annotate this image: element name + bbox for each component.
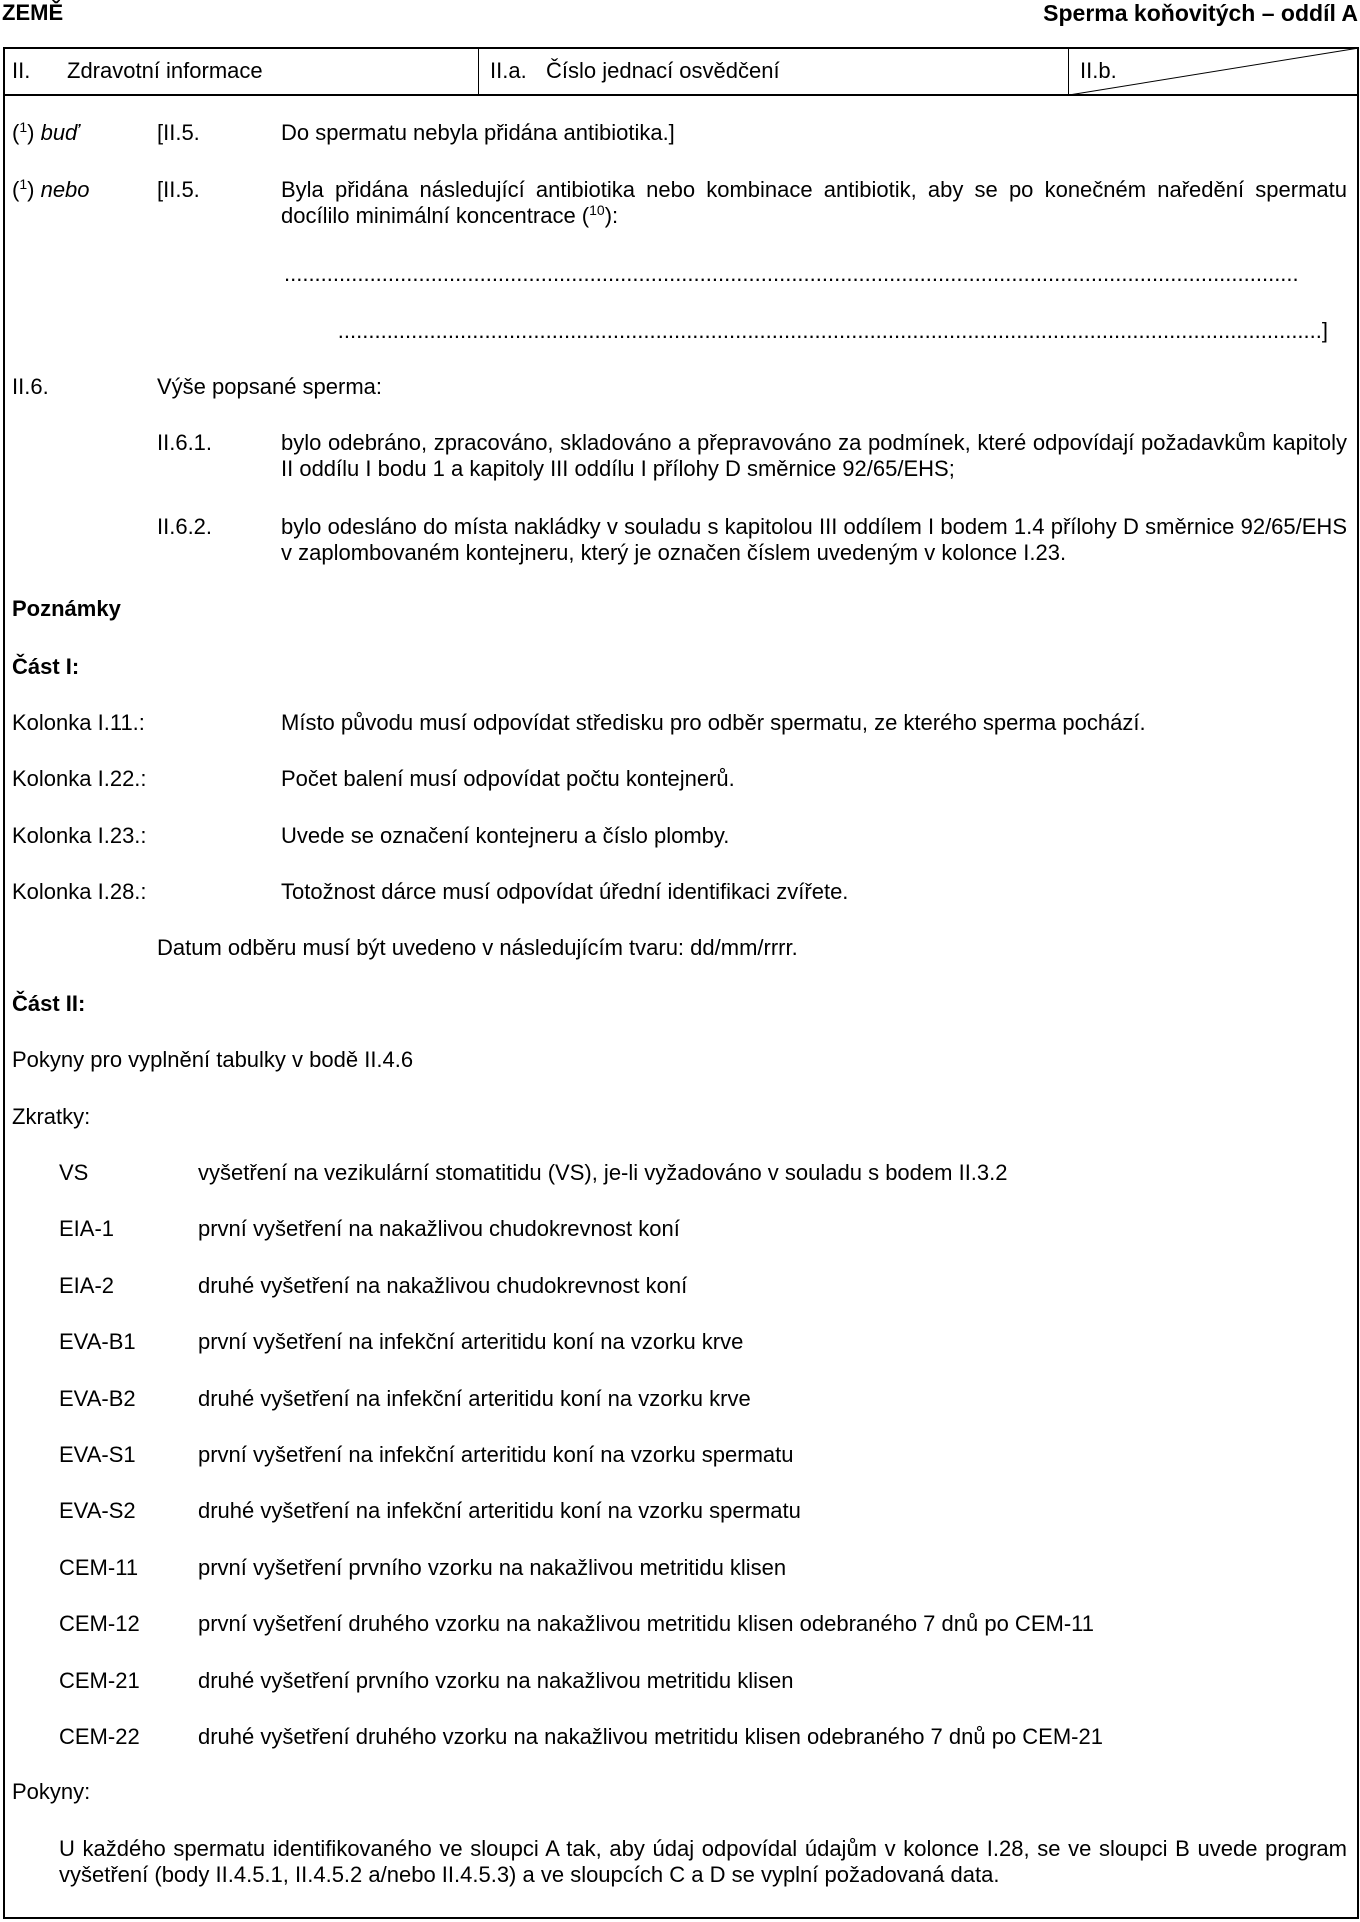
abbreviation-code: EVA-S2 bbox=[59, 1498, 136, 1523]
reference-number-label: Číslo jednací osvědčení bbox=[546, 58, 780, 83]
section-title: Zdravotní informace bbox=[67, 58, 263, 83]
abbreviation-description: vyšetření na vezikulární stomatitidu (VS), je-li vyžadováno v souladu s bodem II.3.2 bbox=[198, 1160, 1008, 1185]
box-note: Uvede se označení kontejneru a číslo plomby. bbox=[281, 823, 730, 848]
abbreviation-code: EVA-B2 bbox=[59, 1386, 136, 1411]
ii6-1-code: II.6.1. bbox=[157, 430, 213, 455]
date-format-note: Datum odběru musí být uvedeno v následujícím tvaru: dd/mm/rrrr. bbox=[157, 935, 798, 960]
country-label: ZEMĚ bbox=[2, 0, 64, 25]
reference-b-code: II.b. bbox=[1080, 58, 1117, 83]
option-or-code: [II.5. bbox=[157, 177, 200, 202]
reference-number-code: II.a. bbox=[490, 58, 527, 83]
abbreviation-description: druhé vyšetření prvního vzorku na nakažlivou metritidu klisen bbox=[198, 1668, 794, 1693]
table-instructions-intro: Pokyny pro vyplnění tabulky v bodě II.4.6 bbox=[12, 1047, 414, 1072]
box-label: Kolonka I.11.: bbox=[12, 710, 145, 735]
section-number: II. bbox=[12, 58, 31, 83]
box-label: Kolonka I.28.: bbox=[12, 879, 147, 904]
option-or-text: Byla přidána následující antibiotika nebo kombinace antibiotik, aby se po konečném naředění spermatu docílilo minimální koncentrace ($^{10}$): bbox=[281, 177, 1347, 228]
abbreviation-description: první vyšetření na infekční arteritidu koní na vzorku krve bbox=[198, 1329, 744, 1354]
notes-heading: Poznámky bbox=[12, 596, 121, 621]
abbreviation-description: první vyšetření na infekční arteritidu koní na vzorku spermatu bbox=[198, 1442, 794, 1467]
abbreviation-code: EVA-B1 bbox=[59, 1329, 136, 1354]
abbreviations-heading: Zkratky: bbox=[12, 1104, 91, 1129]
ii6-2-code: II.6.2. bbox=[157, 514, 213, 539]
box-note: Místo původu musí odpovídat středisku pro odběr spermatu, ze kterého sperma pochází. bbox=[281, 710, 1146, 735]
document-title: Sperma koňovitých – oddíl A bbox=[1043, 0, 1358, 26]
abbreviation-code: EVA-S1 bbox=[59, 1442, 136, 1467]
abbreviation-code: EIA-1 bbox=[59, 1216, 115, 1241]
antibiotics-fill-line-1: ...................................................................................................................................................................... bbox=[284, 261, 1299, 286]
option-either-marker: ($^1$) buď bbox=[12, 119, 79, 145]
part2-heading: Část II: bbox=[12, 991, 86, 1016]
box-label: Kolonka I.23.: bbox=[12, 823, 147, 848]
abbreviation-description: první vyšetření druhého vzorku na nakažlivou metritidu klisen odebraného 7 dnů po CEM-11 bbox=[198, 1611, 1094, 1636]
pokyny-heading: Pokyny: bbox=[12, 1779, 91, 1804]
ii6-label: Výše popsané sperma: bbox=[157, 374, 383, 399]
ii6-1-text: bylo odebráno, zpracováno, skladováno a přepravováno za podmínek, které odpovídají požadavkům kapitoly II oddílu I bodu 1 a kapitoly III oddílu I přílohy D směrnice 92/65/EHS; bbox=[281, 430, 1347, 481]
antibiotics-fill-line-2: .................................................................................................................................................................] bbox=[337, 318, 1328, 343]
abbreviation-code: CEM-11 bbox=[59, 1555, 139, 1580]
box-label: Kolonka I.22.: bbox=[12, 766, 147, 791]
abbreviation-description: druhé vyšetření druhého vzorku na nakažlivou metritidu klisen odebraného 7 dnů po CEM-21 bbox=[198, 1724, 1103, 1749]
abbreviation-description: první vyšetření na nakažlivou chudokrevnost koní bbox=[198, 1216, 680, 1241]
abbreviation-description: první vyšetření prvního vzorku na nakažlivou metritidu klisen bbox=[198, 1555, 787, 1580]
abbreviation-description: druhé vyšetření na infekční arteritidu koní na vzorku spermatu bbox=[198, 1498, 801, 1523]
option-or-marker: ($^1$) nebo bbox=[12, 176, 90, 202]
abbreviation-description: druhé vyšetření na infekční arteritidu koní na vzorku krve bbox=[198, 1386, 751, 1411]
option-either-text: Do spermatu nebyla přidána antibiotika.] bbox=[281, 120, 675, 145]
option-either-code: [II.5. bbox=[157, 120, 200, 145]
abbreviation-code: EIA-2 bbox=[59, 1273, 115, 1298]
pokyny-text: U každého spermatu identifikovaného ve sloupci A tak, aby údaj odpovídal údajům v kolonce I.28, se ve sloupci B uvede program vyšetření (body II.4.5.1, II.4.5.2 a/nebo II.4.5.3) a ve sloupcích C a D se vyplní požadovaná data. bbox=[59, 1836, 1347, 1887]
part1-heading: Část I: bbox=[12, 654, 80, 679]
abbreviation-description: druhé vyšetření na nakažlivou chudokrevnost koní bbox=[198, 1273, 688, 1298]
abbreviation-code: CEM-12 bbox=[59, 1611, 140, 1636]
ii6-code: II.6. bbox=[12, 374, 49, 399]
abbreviation-code: CEM-22 bbox=[59, 1724, 140, 1749]
box-note: Počet balení musí odpovídat počtu kontejnerů. bbox=[281, 766, 735, 791]
header-diagonal-line bbox=[0, 0, 1360, 100]
box-note: Totožnost dárce musí odpovídat úřední identifikaci zvířete. bbox=[281, 879, 849, 904]
abbreviation-code: CEM-21 bbox=[59, 1668, 140, 1693]
ii6-2-text: bylo odesláno do místa nakládky v souladu s kapitolou III oddílem I bodem 1.4 přílohy D směrnice 92/65/EHS v zaplombovaném kontejneru, který je označen číslem uvedeným v kolonce I.23. bbox=[281, 514, 1347, 565]
abbreviation-code: VS bbox=[59, 1160, 89, 1185]
